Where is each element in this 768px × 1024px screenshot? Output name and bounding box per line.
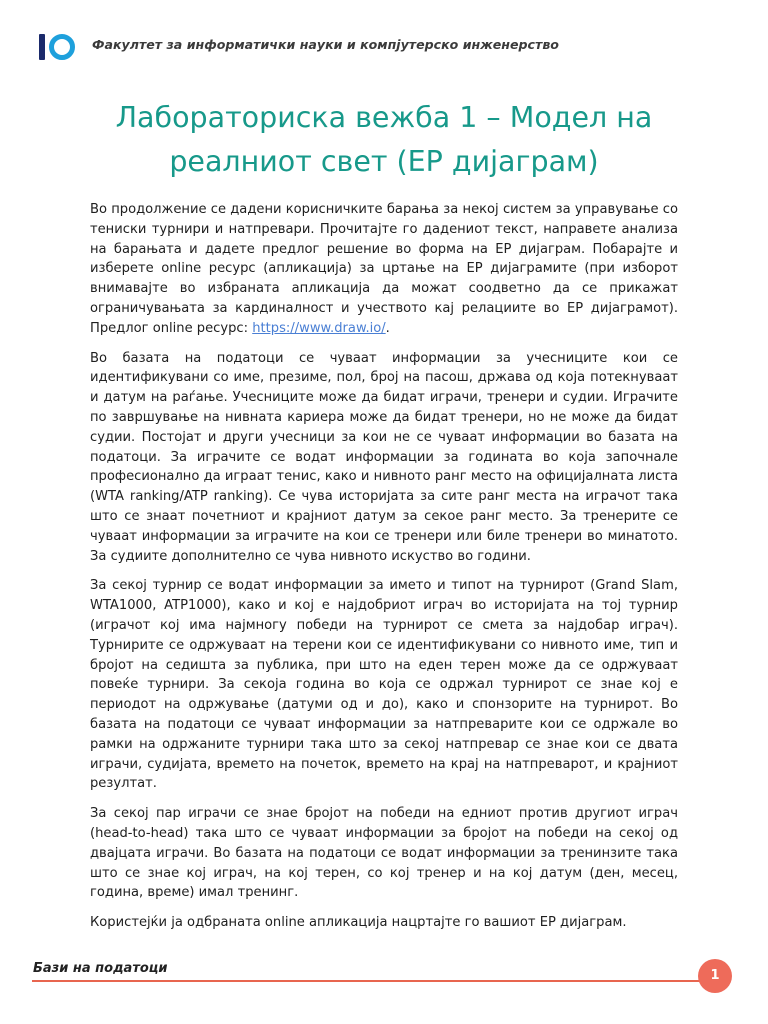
- paragraph-participants: Во базата на податоци се чуваат информации за учесниците кои се идентификувани со име, презиме, пол, број на пасош, држава од која потекнуваат и датум на раѓање. Учесниците може да бидат играчи, тренери и судии. Играчите по завршување на нивната кариера може да бидат тренери, но не може да бидат судии. Постојат и други учесници за кои не се чуваат информации во базата на податоци. За играчите се водат информации за годината во која започнале професионално да играат тенис, како и нивното ранг место на официјалната листа (WTA ranking/ATP ranking). Се чува историјата за сите ранг места на играчот така што се знаат почетниот и крајниот датум за секое ранг место. За тренерите се чуваат информации за играчите на кои се тренери или биле тренери во минатото. За судиите дополнително се чува нивното искуство во години.: [90, 350, 678, 564]
- drawio-link[interactable]: https://www.draw.io/: [252, 320, 386, 336]
- page-title: [60, 96, 708, 184]
- faculty-name: Факултет за информатички науки и компјутерско инженерство: [92, 37, 559, 52]
- footer-course-name: Бази на податоци: [33, 961, 168, 976]
- paragraph-intro: [90, 200, 678, 339]
- footer-divider: [32, 980, 704, 982]
- paragraph-task: Користејќи ја одбраната online апликација нацртајте го вашиот ЕР дијаграм.: [90, 915, 627, 931]
- paragraph-tournaments: За секој турнир се водат информации за името и типот на турнирот (Grand Slam, WTA1000, ATP1000), како и кој е најдобриот играч во историјата на тој турнир (играчот кој има најмногу победи на турнирот се смета за најдобар играч). Турнирите се одржуваат на терени кои се идентификувани со нивното име, тип и бројот на седишта за публика, при што на еден терен може да се одржуваат повеќе турнири. За секоја година во која се одржал турнирот се знае кој е периодот на одржување (датуми од и до), како и спонзорите на турнирот. Во базата на податоци се чуваат информации за натпреварите кои се одржале во рамки на одржаните турнири така што за секој натпревар се знае кои се двата играчи, судијата, времето на почеток, времето на крај на натпреварот, и крајниот резултат.: [90, 578, 678, 792]
- faculty-logo: [38, 30, 76, 64]
- paragraph-head-to-head: За секој пар играчи се знае бројот на победи на едниот против другиот играч (head-to-head) така што се чуваат информации за бројот на победи на секој од двајцата играчи. Во базата на податоци се водат информации за тренинзите така што се знае кој играч, на кој терен, со кој тренер и на кој датум (ден, месец, година, време) имал тренинг.: [90, 806, 678, 901]
- page-number-badge: 1: [698, 959, 732, 993]
- paragraph-intro-text: Во продолжение се дадени корисничките барања за некој систем за управување со тениски турнири и натпревари. Прочитајте го дадениот текст, направете анализа на барањата и дадете предлог решение во форма на ЕР дијаграм. Побарајте и изберете online ресурс (апликација) за цртање на ЕР дијаграмите (при изборот внимавајте во избраната апликација да можат соодветно да се прикажат ограничувањата за кардиналност и учеството кај релациите во ЕР дијаграмот). Предлог online ресурс:: [90, 202, 678, 336]
- paragraph-intro-end: .: [385, 320, 390, 336]
- exercise-text: [90, 200, 678, 943]
- page-title-line-2: реалниот свет (ЕР дијаграм): [169, 145, 599, 178]
- page-title-line-1: Лабораториска вежба 1 – Модел на: [115, 101, 653, 134]
